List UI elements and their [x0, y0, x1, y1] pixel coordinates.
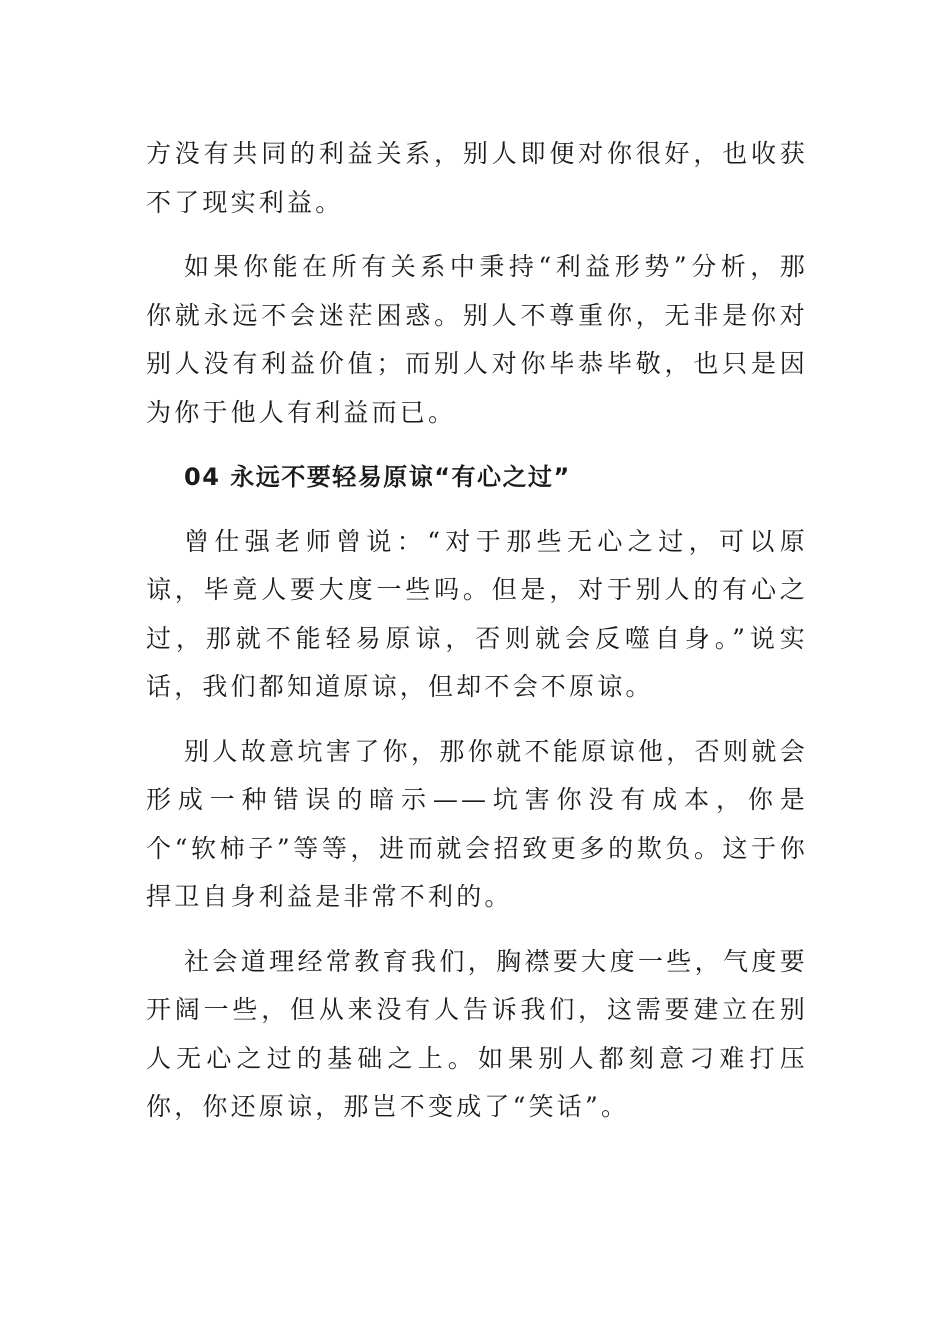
paragraph-quote: 曾仕强老师曾说：“对于那些无心之过，可以原谅，毕竟人要大度一些吗。但是，对于别人的有心之过，那就不能轻易原谅，否则就会反噬自身。”说实话，我们都知道原谅，但却不会不原谅。: [146, 526, 808, 701]
paragraph-continuation: 方没有共同的利益关系，别人即便对你很好，也收获不了现实利益。: [146, 139, 808, 217]
paragraph-social-reason: 社会道理经常教育我们，胸襟要大度一些，气度要开阔一些，但从来没有人告诉我们，这需要建立在别人无心之过的基础之上。如果别人都刻意刁难打压你，你还原谅，那岂不变成了“笑话”。: [146, 946, 808, 1121]
section-heading: 04 永远不要轻易原谅“有心之过”: [184, 463, 571, 491]
paragraph-harm: 别人故意坑害了你，那你就不能原谅他，否则就会形成一种错误的暗示——坑害你没有成本，你是个“软柿子”等等，进而就会招致更多的欺负。这于你捍卫自身利益是非常不利的。: [146, 736, 808, 911]
document-body: [146, 130, 808, 1148]
paragraph-interest-analysis: 如果你能在所有关系中秉持“利益形势”分析，那你就永远不会迷茫困惑。别人不尊重你，无非是你对别人没有利益价值；而别人对你毕恭毕敬，也只是因为你于他人有利益而已。: [146, 252, 808, 427]
